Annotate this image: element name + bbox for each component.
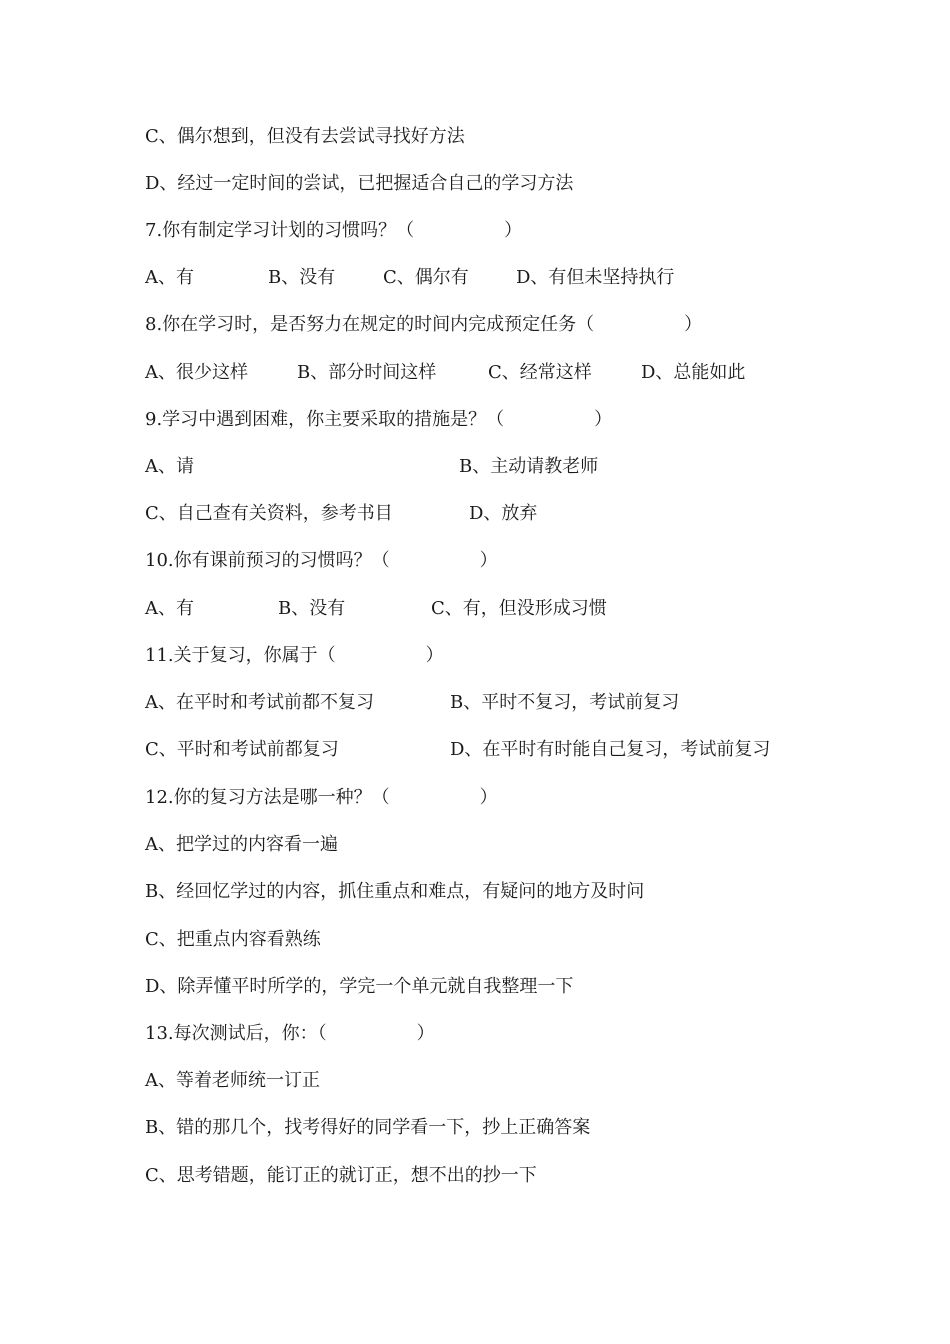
option-c: C、经常这样 xyxy=(488,362,592,383)
option-b: B、没有 xyxy=(278,598,346,619)
option-a: A、等着老师统一订正 xyxy=(145,1070,320,1091)
option-row xyxy=(145,499,845,529)
option-row xyxy=(145,688,845,718)
question-text: 11.关于复习，你属于（ ） xyxy=(145,645,444,666)
question-line xyxy=(145,783,845,813)
question-line xyxy=(145,310,845,340)
option-c: C、思考错题，能订正的就订正，想不出的抄一下 xyxy=(145,1165,537,1186)
option-d: D、有但未坚持执行 xyxy=(516,267,675,288)
option-b: B、主动请教老师 xyxy=(459,456,599,477)
option-line xyxy=(145,1161,845,1191)
option-row xyxy=(145,263,845,293)
question-text: 13.每次测试后，你：（ ） xyxy=(145,1023,435,1044)
option-text: D、经过一定时间的尝试，已把握适合自己的学习方法 xyxy=(145,173,574,194)
option-line xyxy=(145,925,845,955)
question-text: 9.学习中遇到困难，你主要采取的措施是？（ ） xyxy=(145,409,613,430)
option-c: C、有，但没形成习惯 xyxy=(431,598,607,619)
option-line xyxy=(145,1113,845,1143)
option-a: A、有 xyxy=(145,598,194,619)
option-row xyxy=(145,452,845,482)
option-line xyxy=(145,877,845,907)
option-c: C、平时和考试前都复习 xyxy=(145,739,339,760)
option-b: B、部分时间这样 xyxy=(297,362,437,383)
option-line xyxy=(145,169,845,199)
option-line xyxy=(145,972,845,1002)
question-line xyxy=(145,216,845,246)
option-a: A、在平时和考试前都不复习 xyxy=(145,692,374,713)
option-b: B、经回忆学过的内容，抓住重点和难点，有疑问的地方及时问 xyxy=(145,881,645,902)
option-b: B、没有 xyxy=(268,267,336,288)
option-b: B、错的那几个，找考得好的同学看一下，抄上正确答案 xyxy=(145,1117,591,1138)
question-line xyxy=(145,405,845,435)
option-a: A、很少这样 xyxy=(145,362,248,383)
option-a: A、把学过的内容看一遍 xyxy=(145,834,338,855)
option-d: D、在平时有时能自己复习，考试前复习 xyxy=(450,739,771,760)
option-c: C、自己查有关资料，参考书目 xyxy=(145,503,393,524)
option-line xyxy=(145,830,845,860)
option-d: D、放弃 xyxy=(469,503,538,524)
option-row xyxy=(145,594,845,624)
option-text: C、偶尔想到，但没有去尝试寻找好方法 xyxy=(145,126,465,147)
option-b: B、平时不复习，考试前复习 xyxy=(450,692,680,713)
option-a: A、请 xyxy=(145,456,194,477)
question-line xyxy=(145,641,845,671)
option-line xyxy=(145,122,845,152)
option-row xyxy=(145,358,845,388)
option-d: D、除弄懂平时所学的，学完一个单元就自我整理一下 xyxy=(145,976,574,997)
option-c: C、把重点内容看熟练 xyxy=(145,929,321,950)
question-line xyxy=(145,546,845,576)
option-a: A、有 xyxy=(145,267,194,288)
question-text: 8.你在学习时，是否努力在规定的时间内完成预定任务（ ） xyxy=(145,314,703,335)
question-text: 10.你有课前预习的习惯吗？（ ） xyxy=(145,550,498,571)
option-row xyxy=(145,735,845,765)
option-d: D、总能如此 xyxy=(641,362,746,383)
question-text: 7.你有制定学习计划的习惯吗？（ ） xyxy=(145,220,523,241)
question-line xyxy=(145,1019,845,1049)
question-text: 12.你的复习方法是哪一种？（ ） xyxy=(145,787,498,808)
option-line xyxy=(145,1066,845,1096)
option-c: C、偶尔有 xyxy=(383,267,469,288)
